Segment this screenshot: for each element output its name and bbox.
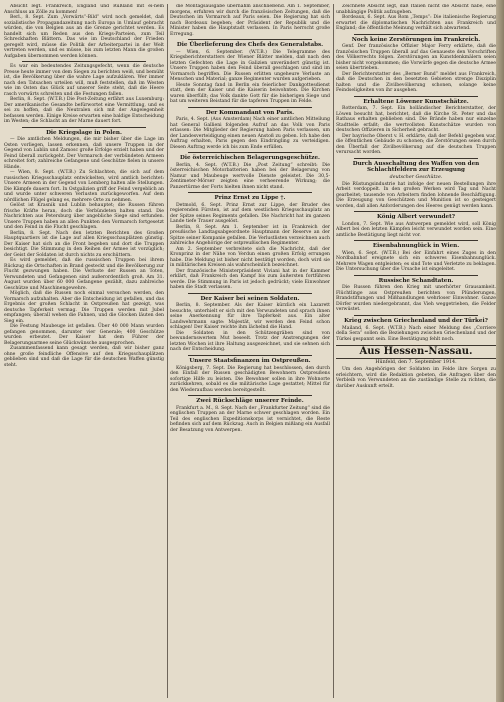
article-paragraph: Genf. Der französische Offizier Major Ferry erklärte, daß die französischen Truppen überall auf das Genaueste den Vorschriften des Völkerrechts folgen. Zerstörungen an Kunstdenkmälern seien bisher nicht vorgekommen; die Vorwürfe gegen die deutsche Armee seien übertrieben. [336, 44, 496, 72]
article-separator [354, 96, 478, 97]
article-paragraph: Detmold, 6. Sept. Prinz Ernst zur Lippe, der Bruder des regierenden Fürsten, ist auf dem westlichen Kriegsschauplatz an der Spitze seines Regiments gefallen. Die Nachricht hat im ganzen Lande tiefe Trauer ausgelöst. [170, 202, 330, 225]
column-rule [167, 4, 168, 698]
article-paragraph: Berl., 8. Sept. Zum „Vorwärts“-Bild“ wird noch gemeldet, daß sozialistische Propagandazeitung nach Europa in Umlauf gebracht würden, die von Belgien aus an die Grenze gerichtet werden. Es handelt sich um Reden aus den Kriegs-Parteien, zum Teil Schreckhaften Blättern. Das wie im Deutschland der Frieden geregelt wird, müsse die Politik der Arbeiterpartei in der Welt vertreten werden, und es müsse, bis zum letzten Mann die großen Aufgaben übernommen werden können. [4, 15, 164, 59]
article-paragraph: Königsberg, 7. Sept. Die Regierung hat beschlossen, den durch den Einfall der Russen geschädigten Bewohnern Ostpreußens sofortige Hilfe zu leisten. Die Bewohner sollen in ihre Wohnorte zurückkehren, sobald es die militärische Lage gestattet; Mittel für den Wiederaufbau werden bereitgestellt. [170, 365, 330, 393]
article-headline: Krieg zwischen Griechenland und der Türkei? [344, 317, 488, 324]
article [336, 214, 496, 238]
article-paragraph: Berlin, 8. September. Als der Kaiser kürzlich ein Lazarett besuchte, unterhielt er sich mit den Verwundeten und sprach ihnen seine Anerkennung für ihre Tapferkeit aus. Ein alter Landwehrmann sagte: Majestät, wir werden den Feind schon schlagen! Der Kaiser reichte ihm lächelnd die Hand. [170, 303, 330, 331]
article-separator [188, 355, 312, 356]
article-paragraph: Heute Sonntag fand in Berlin ein feierlicher Dankgottesdienst statt, dem der Kaiser und die Kaiserin beiwohnten. Die Kirchen waren überfüllt; das Volk dankte Gott für die bisherigen Siege und bat um weiteren Beistand für die tapferen Truppen im Felde. [170, 82, 330, 105]
article-headline: König Albert verwundet? [377, 214, 455, 221]
article-separator [354, 158, 478, 159]
article-separator [354, 240, 478, 241]
article-headline: Durch Ausschaltung des Waffen von den Schlachtfeldern zur Erzeugung [352, 160, 480, 174]
article [336, 99, 496, 156]
dateline: Hünfeld, den 7. September 1914. [375, 360, 457, 366]
article-separator [354, 34, 478, 35]
article-paragraph: Berlin, 8. Sept. Am 1. September ist in Frankreich der preußische Landtagsabgeordnete Hauptmann der Reserve an der Spitze seiner Kompanie gefallen. Die Verlustlisten verzeichnen auch zahlreiche Angehörige der ostpreußischen Regimenter. [170, 224, 330, 247]
article [336, 318, 496, 342]
article-paragraph: Der Berichterstatter des „Berner Bund“ meldet aus Frankreich, daß die Deutschen in den besetzten Gebieten strenge Disziplin halten und die Zivilbevölkerung schonen, solange keine Feindseligkeiten von ihr ausgehen. [336, 71, 496, 94]
article-headline: Noch keine Zerstörungen im Frankreich. [351, 36, 481, 43]
column-rule [333, 4, 334, 698]
article [170, 42, 330, 105]
article [336, 37, 496, 94]
article-separator [188, 293, 312, 294]
article-headline: Die Überlieferung des Chefs des Generalstabs. [176, 42, 324, 48]
article-paragraph: Die Soldaten in den Schützengräben sind von bewundernswertem Mut beseelt. Trotz der Anstrengungen der letzten Wochen ist ihre Haltung ausgezeichnet, und sie sehnen sich nach der Entscheidung. [170, 330, 330, 353]
article-separator [188, 192, 312, 193]
column-1 [4, 4, 164, 698]
article-paragraph: Frankfurt a. M., 8. Sept. Nach der „Frankfurter Zeitung“ sind die englischen Truppen an der Marne schwer geschlagen worden. Ein Teil des englischen Expeditionskorps ist vernichtet, die Reste befinden sich auf dem Rückzug. Auch in Belgien mißlang ein Ausfall der Besatzung von Antwerpen. [170, 405, 330, 433]
article [4, 130, 164, 369]
article [336, 4, 496, 32]
article-paragraph: — Wien, 6. September. (W.T.B.) Die Telegramme des Kriegsberichterstatters der Wiener Blätter melden, daß nach den letzten Gefechten die Lage in Galizien unverändert günstig ist. Unsere Truppen haben den Feind überall geschlagen und sind im Vormarsch begriffen. Die Russen erlitten ungeheure Verluste an Menschen und Material; ganze Regimenter wurden aufgerieben. [170, 49, 330, 83]
article-separator [188, 395, 312, 396]
article [170, 195, 330, 291]
article-paragraph: Zeichnete Absicht legt, daß Italien nicht die Absicht habe, eine unabhängige Politik aufzugeben. [336, 4, 496, 15]
article-headline: Die österreichischen Belagerungsgeschütze. [180, 155, 320, 162]
article-paragraph: Der französische Ministerpräsident Viviani hat in der Kammer erklärt, daß Frankreich den Kampf bis zum äußersten fortführen werde. Die Stimmung in Paris ist jedoch gedrückt; viele Einwohner haben die Stadt verlassen. [170, 268, 330, 291]
article-subheadline: deutscher Geschütze. [389, 174, 443, 180]
article-paragraph: Die Festung Maubeuge ist gefallen. Über 40 000 Mann wurden gefangen genommen, darunter vier Generale; 400 Geschütze wurden erbeutet. Der Kaiser hat dem Führer der Belagerungsarmee seine Glückwünsche ausgesprochen. [4, 324, 164, 346]
article-paragraph: — Wien, 8. Sept. (W.T.B.) Zu Schlachten, die sich auf dem russischen Kriegsschauplatz entwickelten, wird amtlich berichtet: Unsere Armeen in der Gegend von Lemberg halten alle Stellungen. Die Kämpfe dauern fort. In Ostgalizien griff der Feind vergeblich an und wurde unter schweren Verlusten zurückgeworfen. Auf dem nördlichen Flügel gelang es, mehrere Orte zu nehmen. [4, 170, 164, 203]
article-headline: Erhaltene Löwener Kunstschätze. [363, 98, 469, 105]
article-paragraph: Bordeaux, 6. Sept. Aus Rom „Temps“: Die italienische Regierung erwartet die diplomatischen Nachrichten aus Frankreich und England; die öffentliche Meinung verhält sich abwartend. [336, 15, 496, 31]
article [4, 4, 164, 59]
article [170, 296, 330, 353]
article-separator [22, 61, 146, 62]
article-headline: Prinz Ernst zu Lippe †. [214, 195, 286, 202]
article-paragraph: Berlin, 4. Sept. (W.T.B.) Die „Post Zeitung“ schreibt: Die österreichischen Motorbatterien haben bei der Belagerung von Namur und Maubeuge wertvolle Dienste geleistet. Die 30,5-Zentimeter-Mörser zeigten eine verheerende Wirkung; die Panzertürme der Forts hielten ihnen nicht stand. [170, 162, 330, 190]
article-paragraph: Die Rüstungsindustrie hat infolge der neuen Bestellungen ihre Arbeit verdoppelt. In den großen Werken wird Tag und Nacht gearbeitet; tausende von Arbeitern finden lohnende Beschäftigung. Die Erzeugung von Geschützen und Munition ist so gesteigert worden, daß allen Anforderungen des Heeres genügt werden kann. [336, 181, 496, 209]
article [170, 110, 330, 151]
article-paragraph: Zusammenfassend kann gesagt werden, daß wir bisher ganz ohne große feindliche Offensive auf den Kriegsschauplätzen geblieben sind und daß die Lage für die deutschen Waffen günstig steht. [4, 346, 164, 368]
article-paragraph: Möglich, daß die Russen noch einmal versuchen werden, den Vormarsch aufzuhalten. Aber die Entscheidung ist gefallen, und das Ergebnis der großen Schlacht in Ostpreußen hat gezeigt, was deutsche Tapferkeit vermag. Die Truppen werden mit Jubel empfangen; überall wehen die Fahnen, und die Glocken läuten den Sieg ein. [4, 291, 164, 324]
article-paragraph: Berlin, 8. Sept. (W.T.B.) Die Post-Zeitung erfährt aus Luxemburg: Der amerikanische Gesandte befürwortet eine Vermittlung, und es sei zu hoffen, daß die Neutralen sich mit der Angelegenheit befassen werden. Einige Kreise erwarten eine baldige Entscheidung im Westen; die Schlacht an der Marne dauert fort. [4, 97, 164, 124]
column-2 [170, 4, 330, 698]
article-separator [188, 39, 312, 40]
article-paragraph: Berlin, 8. Sept. Nach den letzten Berichten des Großen Hauptquartiers ist die Lage auf allen Kriegsschauplätzen günstig. Der Kaiser hat sich an die Front begeben und dort die Truppen besichtigt. Die Stimmung in den Reihen der Armee ist vorzüglich; der Geist der Soldaten ist durch nichts zu erschüttern. [4, 230, 164, 258]
article-paragraph: Gelöst ist Krasnik und Lublin behauptet; die Russen führen frische Kräfte heran, doch die Verbündeten halten stand. Die Nachrichten aus Petersburg über angebliche Siege sind erfunden. Unsere Truppen haben an allen Punkten den Vormarsch fortgesetzt und den Feind in die Flucht geschlagen. [4, 203, 164, 231]
article-separator [22, 127, 146, 128]
article-headline: Der Kaiser bei seinen Soldaten. [200, 295, 300, 302]
article-paragraph: London, 7. Sept. Wie aus Antwerpen gemeldet wird, soll König Albert bei den letzten Kämpfen leicht verwundet worden sein. Eine amtliche Bestätigung liegt nicht vor. [336, 221, 496, 238]
article-separator [354, 275, 478, 276]
article-paragraph: Es wird gemeldet, daß die russischen Truppen bei ihrem Rückzug die Ortschaften in Brand gesteckt und die Bevölkerung zur Flucht gezwungen haben. Die Verluste der Russen an Toten, Verwundeten und Gefangenen sind außerordentlich groß. Am 31. August wurden über 60 000 Gefangene gezählt, dazu zahlreiche Geschütze und Maschinengewehre. [4, 258, 164, 291]
article-paragraph: Mailand, 6. Sept. (W.T.B.) Nach einer Meldung des „Corriere della Sera“ sollen die Beziehungen zwischen Griechenland und der Türkei gespannt sein. Eine Bestätigung fehlt noch. [336, 325, 496, 342]
article-paragraph: die Montagsausgabe übernahm anschließend. Am 1. September, morgens, erfuhren wir durch die französischen Zeitungen, daß die Deutschen im Vormarsch auf Paris seien. Die Regierung hat sich nach Bordeaux begeben; der Präsident der Republik und die Minister haben die Hauptstadt verlassen. In Paris herrscht große Erregung. [170, 4, 330, 37]
article-headline: Die Kriegslage in Polen. [46, 129, 122, 136]
article-paragraph: Der bayrische Oberst v. H. erklärte, daß der Befehl gegeben war, die öffentlichen Gebäude zu schonen; die Zerstörungen seien durch den Überfall der Zivilbevölkerung auf die deutschen Truppen verursacht worden. [336, 133, 496, 156]
article-paragraph: Am 2. September verbreitete sich die Nachricht, daß der Kronprinz in der Nähe von Verdun einen großen Erfolg errungen habe. Die Meldung ist bisher nicht bestätigt worden, doch wird sie in militärischen Kreisen als wahrscheinlich bezeichnet. [170, 246, 330, 269]
article-headline: Zwei Rückschläge unserer Feinde. [196, 398, 304, 405]
article-paragraph: Die Russen führen den Krieg mit unerhörter Grausamkeit. Flüchtlinge aus Ostpreußen berichten von Plünderungen, Brandstiftungen und Mißhandlungen wehrloser Einwohner. Ganze Dörfer wurden niedergebrannt, das Vieh weggetrieben, die Felder verwüstet. [336, 285, 496, 313]
article [170, 4, 330, 37]
article-separator [354, 211, 478, 212]
article-separator [188, 107, 312, 108]
page-binding-edge [496, 0, 504, 702]
article-paragraph: Paris, 4. Sept. (Aus Amsterdam) Nach einer amtlichen Mitteilung hat General Gallieni folgenden Aufruf an das Volk von Paris erlassen: Die Mitglieder der Regierung haben Paris verlassen, um der Landesverteidigung einen neuen Anstoß zu geben. Ich habe den Auftrag erhalten, Paris gegen den Eindringling zu verteidigen. Diesen Auftrag werde ich bis zum Ende erfüllen. [170, 117, 330, 150]
column-3 [336, 4, 496, 698]
article-separator [354, 315, 478, 316]
article [170, 398, 330, 433]
article-paragraph: Es war ein bedeutendes Zeitungsgefecht, wenn die deutsche Presse heute immer von dem Siegen zu berichten weiß, und bemüht ist, die Bevölkerung über die wahre Lage aufzuklären. Wer immer nach den Tatsachen urteilen will, muß feststellen, daß im Westen wie im Osten das Glück auf unserer Seite steht, daß die Heere rasch vorwärts schreiten und die Festungen fallen. [4, 64, 164, 97]
article-headline: Eisenbahnunglück in Wien. [372, 243, 460, 250]
article [336, 243, 496, 273]
article-paragraph: Wien, 6. Sept. (W.T.B.) Bei der Einfahrt eines Zuges in den Nordbahnhof ereignete sich ein schweres Eisenbahnunglück. Mehrere Wagen entgleisten; es sind Tote und Verletzte zu beklagen. Die Untersuchung über die Ursache ist eingeleitet. [336, 250, 496, 273]
article-headline: Der Kommandant von Paris. [205, 109, 295, 116]
article [336, 161, 496, 209]
article [170, 155, 330, 190]
article-headline: Russische Schandtaten. [378, 277, 454, 284]
article-paragraph: Um den Angehörigen der Soldaten im Felde ihre Sorgen zu erleichtern, wird die Redaktion gebeten, die Anfragen über den Verbleib von Verwundeten an die zuständige Stelle zu richten, die darüber Auskunft erteilt. [336, 367, 496, 389]
article [336, 278, 496, 313]
section-headline: Aus Hessen-Nassau. [336, 345, 496, 359]
article-headline: Unsere Staatsfinanzen im Ostpreußen. [189, 357, 311, 364]
article-paragraph: Absicht legt. Frankreich, England und Rußland mit ei-nem Anschluss an Zölle zu kommen! [4, 4, 164, 15]
article [4, 64, 164, 125]
article-paragraph: Rotterdam, 7. Sept. Ein holländischer Berichterstatter, der Löwen besucht hat, berichtet, daß die Kirche St. Peter und das Rathaus erhalten geblieben sind. Die Brände haben nur einzelne Stadtteile erfaßt; die wertvollsten Kunstschätze wurden von deutschen Offizieren in Sicherheit gebracht. [336, 106, 496, 134]
article-paragraph: — Die amtlichen Meldungen, die mir bisher über die Lage im Osten vorliegen, lassen erkennen, daß unsere Truppen in der Gegend von Lublin und Zamosc große Erfolge erzielt haben und der Feind überall zurückgeht. Der Vormarsch der verbündeten Armeen schreitet fort; zahlreiche Gefangene und Geschütze fielen in unsere Hände. [4, 137, 164, 170]
article [170, 358, 330, 393]
article-separator [188, 152, 312, 153]
